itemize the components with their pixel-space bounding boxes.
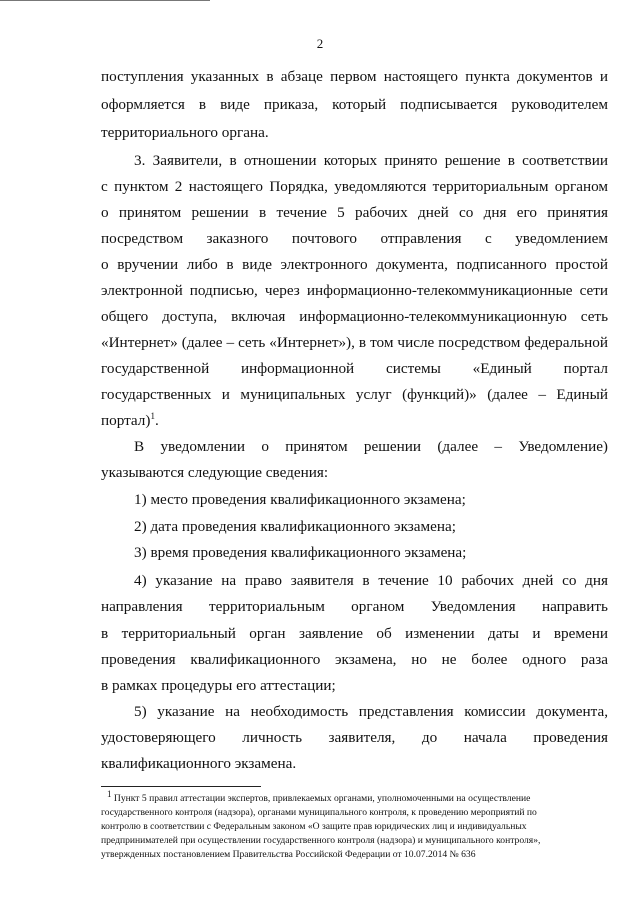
text-line: направления территориальным органом Уведомления направить (101, 598, 608, 615)
list-item: 1) место проведения квалификационного экзамена; (134, 491, 466, 508)
portal-period: . (154, 412, 159, 429)
footnote-mark: 1 (107, 788, 112, 799)
text-line: квалификационного экзамена. (101, 755, 297, 772)
text-line: в территориальный орган заявление об изменении даты и времени (101, 625, 608, 642)
text-line: проведения квалификационного экзамена, но не более одного раза (101, 651, 608, 668)
portal-line (101, 411, 608, 430)
text-line: «Интернет» (далее – сеть «Интернет»), в том числе посредством федеральной (101, 334, 608, 351)
footnote-text: Пункт 5 правил аттестации экспертов, привлекаемых органами, уполномоченными на осуществление (113, 793, 531, 804)
text-line: 3. Заявители, в отношении которых принято решение в соответствии (134, 152, 608, 169)
text-line: посредством заказного почтового отправления с уведомлением (101, 230, 608, 247)
text-line: о вручении либо в виде электронного документа, подписанного простой (101, 256, 608, 273)
text-line: электронной подписью, через информационно-телекоммуникационные сети (101, 282, 608, 299)
footnote-reference[interactable]: 1 (150, 410, 155, 421)
text-line: территориального органа. (101, 124, 269, 141)
text-line: В уведомлении о принятом решении (далее – Уведомление) (134, 438, 608, 455)
text-line: удостоверяющего личность заявителя, до начала проведения (101, 729, 608, 746)
text-line: государственных и муниципальных услуг (функций)» (далее – Единый (101, 386, 608, 403)
page-number: 2 (316, 36, 324, 51)
text-line: в рамках процедуры его аттестации; (101, 677, 336, 694)
text-line: указываются следующие сведения: (101, 464, 329, 481)
text-line: с пунктом 2 настоящего Порядка, уведомляются территориальным органом (101, 178, 608, 195)
list-item: 5) указание на необходимость представления комиссии документа, (134, 703, 608, 720)
footnote-line: контролю в соответствии с Федеральным законом «О защите прав юридических лиц и индивидуальных (101, 821, 527, 832)
text-line: государственной информационной системы «Единый портал (101, 360, 608, 377)
text-line: общего доступа, включая информационно-телекоммуникационную сеть (101, 308, 608, 325)
text-line: поступления указанных в абзаце первом настоящего пункта документов и (101, 68, 608, 85)
footnote-line: государственного контроля (надзора), органами муниципального контроля, к проведению мероприятий по (101, 807, 537, 818)
list-item: 2) дата проведения квалификационного экзамена; (134, 518, 456, 535)
list-item: 3) время проведения квалификационного экзамена; (134, 544, 467, 561)
list-item: 4) указание на право заявителя в течение 10 рабочих дней со дня (134, 572, 608, 589)
top-edge-line (0, 0, 210, 1)
footnote-separator (101, 786, 261, 787)
footnote-line: утвержденных постановлением Правительства Российской Федерации от 10.07.2014 № 636 (101, 849, 476, 860)
text-line: о принятом решении в течение 5 рабочих дней со дня его принятия (101, 204, 608, 221)
text-line: оформляется в виде приказа, который подписывается руководителем (101, 96, 608, 113)
footnote-line (107, 788, 610, 805)
footnote-line: предпринимателей при осуществлении государственного контроля (надзора) и муниципального контроля», (101, 835, 541, 846)
portal-text: портал) (101, 412, 151, 429)
